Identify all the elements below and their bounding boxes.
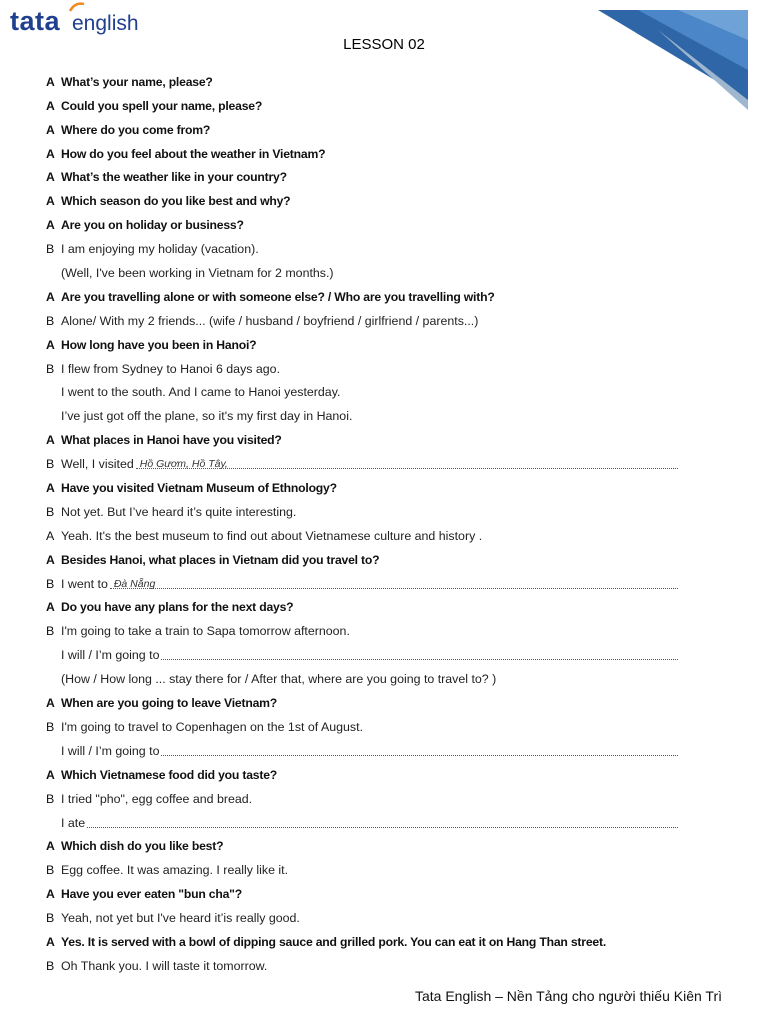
speaker-label: B — [46, 958, 55, 973]
dialogue-line — [46, 687, 678, 711]
dialogue-line — [46, 353, 678, 377]
speaker-label: A — [46, 839, 55, 854]
dialogue-line — [46, 305, 678, 329]
answer-blank-field[interactable] — [161, 647, 678, 660]
dialogue-line — [46, 496, 678, 520]
speaker-label: A — [46, 337, 55, 352]
dialogue-line — [46, 162, 678, 186]
speaker-label: A — [46, 600, 55, 615]
speaker-label: B — [46, 863, 55, 878]
question-text: What places in Hanoi have you visited? — [61, 433, 282, 448]
handwritten-answer: Đà Nẵng — [113, 577, 156, 590]
answer-text: Egg coffee. It was amazing. I really like it. — [61, 863, 289, 878]
dialogue-line — [46, 831, 678, 855]
speaker-label: A — [46, 481, 55, 496]
logo-sub-text: english — [72, 12, 139, 35]
speaker-label: B — [46, 242, 55, 257]
question-text: What’s your name, please? — [61, 74, 213, 89]
dialogue-line — [46, 639, 678, 663]
question-text: When are you going to leave Vietnam? — [61, 696, 278, 711]
speaker-label: A — [46, 74, 55, 89]
answer-text: I went to the south. And I came to Hanoi yesterday. — [61, 385, 341, 400]
question-text: Yes. It is served with a bowl of dipping sauce and grilled pork. You can eat it on Hang Than street. — [61, 934, 607, 949]
question-text: Are you travelling alone or with someone else? / Who are you travelling with? — [61, 289, 495, 304]
question-text: Which dish do you like best? — [61, 839, 224, 854]
dialogue-line — [46, 424, 678, 448]
question-text: How long have you been in Hanoi? — [61, 337, 257, 352]
dialogue-line — [46, 233, 678, 257]
answer-text: Yeah. It's the best museum to find out about Vietnamese culture and history . — [61, 528, 483, 543]
answer-text: I'm going to travel to Copenhagen on the 1st of August. — [61, 719, 364, 734]
answer-text: Oh Thank you. I will taste it tomorrow. — [61, 958, 268, 973]
answer-text: I flew from Sydney to Hanoi 6 days ago. — [61, 361, 281, 376]
footer-text: Tata English – Nền Tảng cho người thiếu Kiên Trì — [414, 988, 722, 1004]
speaker-label: A — [46, 194, 55, 209]
logo-brand-text: tata — [10, 6, 61, 36]
dialogue-line — [46, 114, 678, 138]
dialogue-line — [46, 472, 678, 496]
answer-text: I ate — [61, 815, 86, 830]
speaker-label: B — [46, 504, 55, 519]
dialogue-line — [46, 448, 678, 472]
question-text: Besides Hanoi, what places in Vietnam did you travel to? — [61, 552, 380, 567]
answer-text: I will / I’m going to — [61, 648, 160, 663]
question-text: Which season do you like best and why? — [61, 194, 291, 209]
speaker-label: A — [46, 528, 55, 543]
question-text: Do you have any plans for the next days? — [61, 600, 294, 615]
dialogue-line — [46, 926, 678, 950]
speaker-label: A — [46, 218, 55, 233]
answer-blank-field[interactable] — [87, 815, 678, 828]
answer-blank-field[interactable] — [136, 456, 678, 469]
speaker-label: A — [46, 289, 55, 304]
dialogue-line — [46, 568, 678, 592]
question-text: Where do you come from? — [61, 122, 211, 137]
dialogue-line — [46, 377, 678, 401]
dialogue-line — [46, 902, 678, 926]
answer-text: Not yet. But I’ve heard it’s quite interesting. — [61, 504, 297, 519]
dialogue-line — [46, 138, 678, 162]
page-title: LESSON 02 — [343, 36, 425, 53]
answer-text: I am enjoying my holiday (vacation). — [61, 242, 259, 257]
answer-text: (How / How long ... stay there for / After that, where are you going to travel to? ) — [61, 672, 497, 687]
speaker-label: B — [46, 624, 55, 639]
speaker-label: A — [46, 696, 55, 711]
speaker-label: A — [46, 122, 55, 137]
speaker-label: B — [46, 791, 55, 806]
speaker-label: B — [46, 576, 55, 591]
question-text: Which Vietnamese food did you taste? — [61, 767, 278, 782]
dialogue-line — [46, 520, 678, 544]
dialogue-line — [46, 90, 678, 114]
dialogue-line — [46, 807, 678, 831]
dialogue-line — [46, 544, 678, 568]
dialogue-line — [46, 735, 678, 759]
dialogue-line — [46, 592, 678, 616]
dialogue-line — [46, 615, 678, 639]
answer-text: (Well, I've been working in Vietnam for 2 months.) — [61, 266, 334, 281]
question-text: Have you visited Vietnam Museum of Ethnology? — [61, 481, 337, 496]
speaker-label: A — [46, 552, 55, 567]
speaker-label: A — [46, 98, 55, 113]
speaker-label: B — [46, 313, 55, 328]
answer-blank-field[interactable] — [161, 743, 678, 756]
logo-swoosh-icon — [68, 2, 86, 12]
question-text: Have you ever eaten "bun cha"? — [61, 887, 242, 902]
dialogue-line — [46, 783, 678, 807]
speaker-label: A — [46, 887, 55, 902]
answer-text: I tried "pho", egg coffee and bread. — [61, 791, 253, 806]
answer-text: I will / I’m going to — [61, 743, 160, 758]
speaker-label: B — [46, 719, 55, 734]
dialogue-line — [46, 281, 678, 305]
dialogue-line — [46, 209, 678, 233]
dialogue-line — [46, 257, 678, 281]
answer-text: Yeah, not yet but I've heard it’is really good. — [61, 911, 300, 926]
speaker-label: B — [46, 361, 55, 376]
speaker-label: A — [46, 767, 55, 782]
question-text: What’s the weather like in your country? — [61, 170, 287, 185]
speaker-label: A — [46, 170, 55, 185]
dialogue-line — [46, 878, 678, 902]
handwritten-answer: Hồ Gươm, Hồ Tây, — [139, 458, 228, 471]
speaker-label: B — [46, 457, 55, 472]
dialogue-list — [46, 66, 678, 974]
question-text: How do you feel about the weather in Vietnam? — [61, 146, 326, 161]
dialogue-line — [46, 854, 678, 878]
speaker-label: A — [46, 146, 55, 161]
dialogue-line — [46, 711, 678, 735]
answer-text: Alone/ With my 2 friends... (wife / husband / boyfriend / girlfriend / parents...) — [61, 313, 479, 328]
answer-text: I went to — [61, 576, 108, 591]
dialogue-line — [46, 950, 678, 974]
speaker-label: A — [46, 433, 55, 448]
dialogue-line — [46, 663, 678, 687]
dialogue-line — [46, 66, 678, 90]
question-text: Are you on holiday or business? — [61, 218, 244, 233]
dialogue-line — [46, 759, 678, 783]
speaker-label: B — [46, 911, 55, 926]
dialogue-line — [46, 400, 678, 424]
speaker-label: A — [46, 934, 55, 949]
dialogue-line — [46, 185, 678, 209]
answer-text: I’ve just got off the plane, so it's my first day in Hanoi. — [61, 409, 353, 424]
answer-text: Well, I visited — [61, 457, 134, 472]
answer-text: I'm going to take a train to Sapa tomorrow afternoon. — [61, 624, 350, 639]
dialogue-line — [46, 329, 678, 353]
answer-blank-field[interactable] — [110, 576, 678, 589]
question-text: Could you spell your name, please? — [61, 98, 263, 113]
